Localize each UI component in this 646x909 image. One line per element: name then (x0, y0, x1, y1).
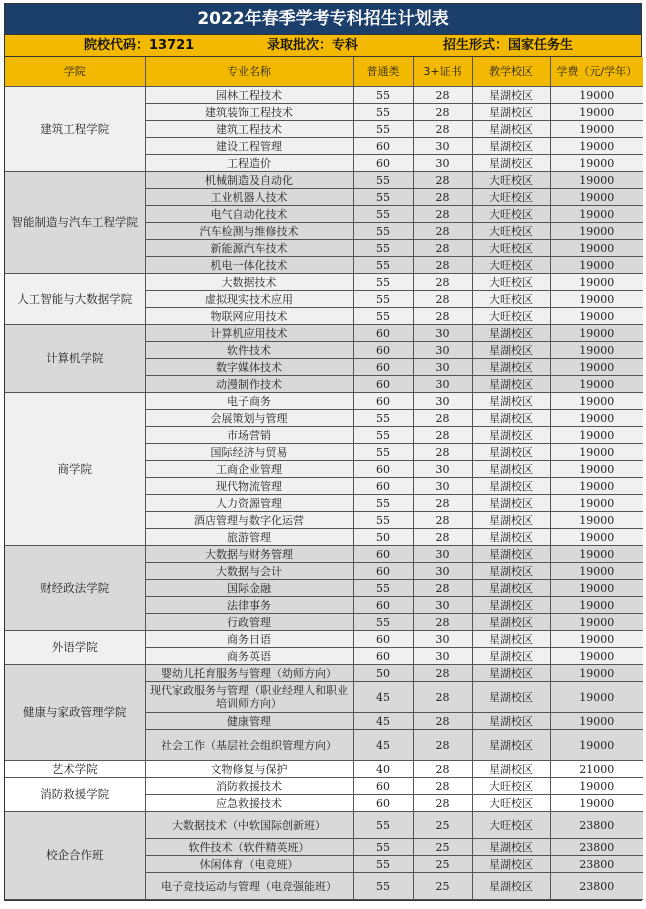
header-cert: 3+证书 (413, 57, 472, 87)
fee-cell: 19000 (550, 325, 643, 342)
major-cell: 数字媒体技术 (145, 359, 353, 376)
cert-quota-cell: 28 (413, 240, 472, 257)
enrollment-plan-sheet (4, 3, 642, 901)
campus-cell: 大旺校区 (472, 778, 550, 795)
normal-quota-cell: 60 (353, 461, 413, 478)
cert-quota-cell: 25 (413, 856, 472, 873)
campus-cell: 大旺校区 (472, 257, 550, 274)
fee-cell: 19000 (550, 104, 643, 121)
cert-quota-cell: 30 (413, 546, 472, 563)
normal-quota-cell: 55 (353, 614, 413, 631)
campus-cell: 星湖校区 (472, 138, 550, 155)
fee-cell: 19000 (550, 359, 643, 376)
major-cell: 新能源汽车技术 (145, 240, 353, 257)
major-cell: 工商企业管理 (145, 461, 353, 478)
fee-cell: 19000 (550, 478, 643, 495)
campus-cell: 星湖校区 (472, 682, 550, 713)
campus-cell: 星湖校区 (472, 529, 550, 546)
fee-cell: 19000 (550, 240, 643, 257)
header-campus: 教学校区 (472, 57, 550, 87)
major-cell: 建筑装饰工程技术 (145, 104, 353, 121)
fee-cell: 19000 (550, 778, 643, 795)
fee-cell: 19000 (550, 546, 643, 563)
major-cell: 电子竞技运动与管理（电竞强能班） (145, 873, 353, 900)
campus-cell: 星湖校区 (472, 546, 550, 563)
school-code: 院校代码：13721 (84, 38, 195, 53)
cert-quota-cell: 30 (413, 155, 472, 172)
cert-quota-cell: 30 (413, 648, 472, 665)
major-cell: 工程造价 (145, 155, 353, 172)
cert-quota-cell: 28 (413, 529, 472, 546)
major-cell: 国际金融 (145, 580, 353, 597)
cert-quota-cell: 28 (413, 761, 472, 778)
table-row (5, 778, 643, 795)
fee-cell: 19000 (550, 427, 643, 444)
campus-cell: 星湖校区 (472, 563, 550, 580)
fee-cell: 19000 (550, 308, 643, 325)
table-row (5, 812, 643, 839)
normal-quota-cell: 55 (353, 223, 413, 240)
info-bar (5, 35, 641, 57)
normal-quota-cell: 55 (353, 444, 413, 461)
normal-quota-cell: 60 (353, 778, 413, 795)
campus-cell: 星湖校区 (472, 730, 550, 761)
campus-cell: 星湖校区 (472, 631, 550, 648)
normal-quota-cell: 60 (353, 631, 413, 648)
campus-cell: 大旺校区 (472, 308, 550, 325)
major-cell: 现代物流管理 (145, 478, 353, 495)
fee-cell: 19000 (550, 155, 643, 172)
major-cell: 行政管理 (145, 614, 353, 631)
cert-quota-cell: 25 (413, 873, 472, 900)
campus-cell: 星湖校区 (472, 87, 550, 104)
fee-cell: 19000 (550, 291, 643, 308)
cert-quota-cell: 28 (413, 257, 472, 274)
fee-cell: 19000 (550, 665, 643, 682)
fee-cell: 19000 (550, 512, 643, 529)
major-cell: 会展策划与管理 (145, 410, 353, 427)
college-cell: 校企合作班 (5, 812, 145, 900)
campus-cell: 星湖校区 (472, 873, 550, 900)
header-fee: 学费（元/学年） (550, 57, 643, 87)
normal-quota-cell: 55 (353, 580, 413, 597)
normal-quota-cell: 55 (353, 189, 413, 206)
cert-quota-cell: 28 (413, 410, 472, 427)
header-normal: 普通类 (353, 57, 413, 87)
table-row (5, 172, 643, 189)
cert-quota-cell: 28 (413, 495, 472, 512)
cert-quota-cell: 28 (413, 427, 472, 444)
fee-cell: 19000 (550, 580, 643, 597)
campus-cell: 大旺校区 (472, 206, 550, 223)
campus-cell: 星湖校区 (472, 444, 550, 461)
normal-quota-cell: 60 (353, 478, 413, 495)
cert-quota-cell: 28 (413, 291, 472, 308)
fee-cell: 19000 (550, 376, 643, 393)
normal-quota-cell: 60 (353, 342, 413, 359)
normal-quota-cell: 60 (353, 155, 413, 172)
normal-quota-cell: 45 (353, 682, 413, 713)
major-cell: 酒店管理与数字化运营 (145, 512, 353, 529)
fee-cell: 19000 (550, 795, 643, 812)
fee-cell: 19000 (550, 631, 643, 648)
plan-table (5, 57, 643, 900)
fee-cell: 19000 (550, 682, 643, 713)
fee-cell: 19000 (550, 648, 643, 665)
table-row (5, 546, 643, 563)
cert-quota-cell: 28 (413, 121, 472, 138)
cert-quota-cell: 28 (413, 104, 472, 121)
major-cell: 电气自动化技术 (145, 206, 353, 223)
major-cell: 虚拟现实技术应用 (145, 291, 353, 308)
table-row (5, 393, 643, 410)
normal-quota-cell: 55 (353, 87, 413, 104)
fee-cell: 23800 (550, 839, 643, 856)
fee-cell: 19000 (550, 529, 643, 546)
campus-cell: 星湖校区 (472, 427, 550, 444)
cert-quota-cell: 30 (413, 376, 472, 393)
fee-cell: 19000 (550, 444, 643, 461)
major-cell: 动漫制作技术 (145, 376, 353, 393)
major-cell: 建筑工程技术 (145, 121, 353, 138)
cert-quota-cell: 28 (413, 223, 472, 240)
campus-cell: 星湖校区 (472, 839, 550, 856)
normal-quota-cell: 45 (353, 730, 413, 761)
cert-quota-cell: 28 (413, 206, 472, 223)
normal-quota-cell: 45 (353, 713, 413, 730)
campus-cell: 大旺校区 (472, 240, 550, 257)
fee-cell: 19000 (550, 87, 643, 104)
cert-quota-cell: 28 (413, 512, 472, 529)
campus-cell: 星湖校区 (472, 325, 550, 342)
major-cell: 大数据与会计 (145, 563, 353, 580)
normal-quota-cell: 55 (353, 512, 413, 529)
fee-cell: 19000 (550, 461, 643, 478)
cert-quota-cell: 28 (413, 614, 472, 631)
cert-quota-cell: 30 (413, 631, 472, 648)
normal-quota-cell: 55 (353, 839, 413, 856)
major-cell: 市场营销 (145, 427, 353, 444)
fee-cell: 19000 (550, 597, 643, 614)
cert-quota-cell: 28 (413, 87, 472, 104)
cert-quota-cell: 30 (413, 597, 472, 614)
campus-cell: 星湖校区 (472, 856, 550, 873)
normal-quota-cell: 55 (353, 172, 413, 189)
plan-table-body (5, 87, 643, 900)
normal-quota-cell: 55 (353, 274, 413, 291)
major-cell: 建设工程管理 (145, 138, 353, 155)
header-college: 学院 (5, 57, 145, 87)
campus-cell: 大旺校区 (472, 795, 550, 812)
campus-cell: 星湖校区 (472, 713, 550, 730)
admission-batch: 录取批次：专科 (267, 38, 359, 53)
campus-cell: 星湖校区 (472, 359, 550, 376)
major-cell: 休闲体育（电竞班） (145, 856, 353, 873)
normal-quota-cell: 60 (353, 597, 413, 614)
major-cell: 消防救援技术 (145, 778, 353, 795)
college-cell: 智能制造与汽车工程学院 (5, 172, 145, 274)
normal-quota-cell: 55 (353, 812, 413, 839)
major-cell: 应急救援技术 (145, 795, 353, 812)
enrollment-form: 招生形式：国家任务生 (443, 38, 574, 53)
major-cell: 人力资源管理 (145, 495, 353, 512)
page-title: 2022年春季学考专科招生计划表 (5, 4, 641, 35)
college-cell: 建筑工程学院 (5, 87, 145, 172)
cert-quota-cell: 28 (413, 713, 472, 730)
major-cell: 电子商务 (145, 393, 353, 410)
cert-quota-cell: 28 (413, 730, 472, 761)
normal-quota-cell: 55 (353, 495, 413, 512)
table-row (5, 325, 643, 342)
campus-cell: 星湖校区 (472, 761, 550, 778)
fee-cell: 19000 (550, 563, 643, 580)
cert-quota-cell: 28 (413, 172, 472, 189)
college-cell: 消防救援学院 (5, 778, 145, 812)
fee-cell: 19000 (550, 410, 643, 427)
major-cell: 社会工作（基层社会组织管理方向） (145, 730, 353, 761)
campus-cell: 星湖校区 (472, 461, 550, 478)
fee-cell: 19000 (550, 495, 643, 512)
fee-cell: 19000 (550, 614, 643, 631)
cert-quota-cell: 28 (413, 189, 472, 206)
normal-quota-cell: 55 (353, 427, 413, 444)
major-cell: 大数据技术（中软国际创新班） (145, 812, 353, 839)
table-row (5, 274, 643, 291)
normal-quota-cell: 40 (353, 761, 413, 778)
normal-quota-cell: 55 (353, 856, 413, 873)
campus-cell: 星湖校区 (472, 478, 550, 495)
campus-cell: 大旺校区 (472, 189, 550, 206)
campus-cell: 大旺校区 (472, 172, 550, 189)
cert-quota-cell: 28 (413, 308, 472, 325)
normal-quota-cell: 60 (353, 648, 413, 665)
fee-cell: 19000 (550, 342, 643, 359)
campus-cell: 星湖校区 (472, 342, 550, 359)
campus-cell: 星湖校区 (472, 597, 550, 614)
cert-quota-cell: 30 (413, 325, 472, 342)
fee-cell: 19000 (550, 274, 643, 291)
fee-cell: 19000 (550, 138, 643, 155)
major-cell: 物联网应用技术 (145, 308, 353, 325)
college-cell: 人工智能与大数据学院 (5, 274, 145, 325)
normal-quota-cell: 55 (353, 206, 413, 223)
fee-cell: 19000 (550, 172, 643, 189)
header-major: 专业名称 (145, 57, 353, 87)
normal-quota-cell: 60 (353, 359, 413, 376)
normal-quota-cell: 55 (353, 257, 413, 274)
normal-quota-cell: 60 (353, 325, 413, 342)
cert-quota-cell: 25 (413, 812, 472, 839)
major-cell: 机械制造及自动化 (145, 172, 353, 189)
campus-cell: 星湖校区 (472, 376, 550, 393)
major-cell: 大数据技术 (145, 274, 353, 291)
cert-quota-cell: 30 (413, 138, 472, 155)
fee-cell: 19000 (550, 730, 643, 761)
major-cell: 现代家政服务与管理（职业经理人和职业培训师方向） (145, 682, 353, 713)
major-cell: 文物修复与保护 (145, 761, 353, 778)
college-cell: 艺术学院 (5, 761, 145, 778)
college-cell: 财经政法学院 (5, 546, 145, 631)
normal-quota-cell: 60 (353, 138, 413, 155)
campus-cell: 大旺校区 (472, 291, 550, 308)
college-cell: 外语学院 (5, 631, 145, 665)
fee-cell: 19000 (550, 393, 643, 410)
campus-cell: 大旺校区 (472, 812, 550, 839)
normal-quota-cell: 55 (353, 291, 413, 308)
major-cell: 机电一体化技术 (145, 257, 353, 274)
fee-cell: 19000 (550, 223, 643, 240)
cert-quota-cell: 28 (413, 665, 472, 682)
major-cell: 法律事务 (145, 597, 353, 614)
normal-quota-cell: 50 (353, 529, 413, 546)
normal-quota-cell: 55 (353, 121, 413, 138)
fee-cell: 23800 (550, 873, 643, 900)
cert-quota-cell: 30 (413, 563, 472, 580)
cert-quota-cell: 28 (413, 444, 472, 461)
campus-cell: 星湖校区 (472, 512, 550, 529)
table-row (5, 631, 643, 648)
major-cell: 园林工程技术 (145, 87, 353, 104)
normal-quota-cell: 55 (353, 410, 413, 427)
normal-quota-cell: 55 (353, 240, 413, 257)
cert-quota-cell: 28 (413, 778, 472, 795)
fee-cell: 19000 (550, 189, 643, 206)
college-cell: 计算机学院 (5, 325, 145, 393)
fee-cell: 23800 (550, 812, 643, 839)
normal-quota-cell: 60 (353, 546, 413, 563)
normal-quota-cell: 60 (353, 376, 413, 393)
table-row (5, 761, 643, 778)
table-row (5, 87, 643, 104)
major-cell: 软件技术（软件精英班） (145, 839, 353, 856)
fee-cell: 19000 (550, 121, 643, 138)
campus-cell: 星湖校区 (472, 393, 550, 410)
cert-quota-cell: 30 (413, 478, 472, 495)
normal-quota-cell: 60 (353, 393, 413, 410)
normal-quota-cell: 55 (353, 308, 413, 325)
normal-quota-cell: 60 (353, 795, 413, 812)
normal-quota-cell: 55 (353, 104, 413, 121)
normal-quota-cell: 55 (353, 873, 413, 900)
campus-cell: 星湖校区 (472, 121, 550, 138)
campus-cell: 星湖校区 (472, 410, 550, 427)
major-cell: 大数据与财务管理 (145, 546, 353, 563)
normal-quota-cell: 50 (353, 665, 413, 682)
major-cell: 健康管理 (145, 713, 353, 730)
cert-quota-cell: 30 (413, 393, 472, 410)
major-cell: 国际经济与贸易 (145, 444, 353, 461)
college-cell: 商学院 (5, 393, 145, 546)
fee-cell: 19000 (550, 713, 643, 730)
cert-quota-cell: 30 (413, 359, 472, 376)
fee-cell: 23800 (550, 856, 643, 873)
campus-cell: 星湖校区 (472, 495, 550, 512)
campus-cell: 星湖校区 (472, 580, 550, 597)
campus-cell: 大旺校区 (472, 223, 550, 240)
cert-quota-cell: 28 (413, 795, 472, 812)
campus-cell: 大旺校区 (472, 274, 550, 291)
fee-cell: 19000 (550, 257, 643, 274)
major-cell: 软件技术 (145, 342, 353, 359)
fee-cell: 19000 (550, 206, 643, 223)
campus-cell: 星湖校区 (472, 614, 550, 631)
campus-cell: 星湖校区 (472, 155, 550, 172)
major-cell: 汽车检测与维修技术 (145, 223, 353, 240)
campus-cell: 星湖校区 (472, 665, 550, 682)
cert-quota-cell: 28 (413, 580, 472, 597)
college-cell: 健康与家政管理学院 (5, 665, 145, 761)
header-row (5, 57, 643, 87)
normal-quota-cell: 60 (353, 563, 413, 580)
major-cell: 工业机器人技术 (145, 189, 353, 206)
major-cell: 婴幼儿托育服务与管理（幼师方向） (145, 665, 353, 682)
cert-quota-cell: 25 (413, 839, 472, 856)
major-cell: 商务英语 (145, 648, 353, 665)
cert-quota-cell: 28 (413, 274, 472, 291)
table-row (5, 665, 643, 682)
fee-cell: 21000 (550, 761, 643, 778)
major-cell: 商务日语 (145, 631, 353, 648)
major-cell: 计算机应用技术 (145, 325, 353, 342)
major-cell: 旅游管理 (145, 529, 353, 546)
cert-quota-cell: 28 (413, 682, 472, 713)
cert-quota-cell: 30 (413, 342, 472, 359)
campus-cell: 星湖校区 (472, 648, 550, 665)
campus-cell: 星湖校区 (472, 104, 550, 121)
cert-quota-cell: 30 (413, 461, 472, 478)
